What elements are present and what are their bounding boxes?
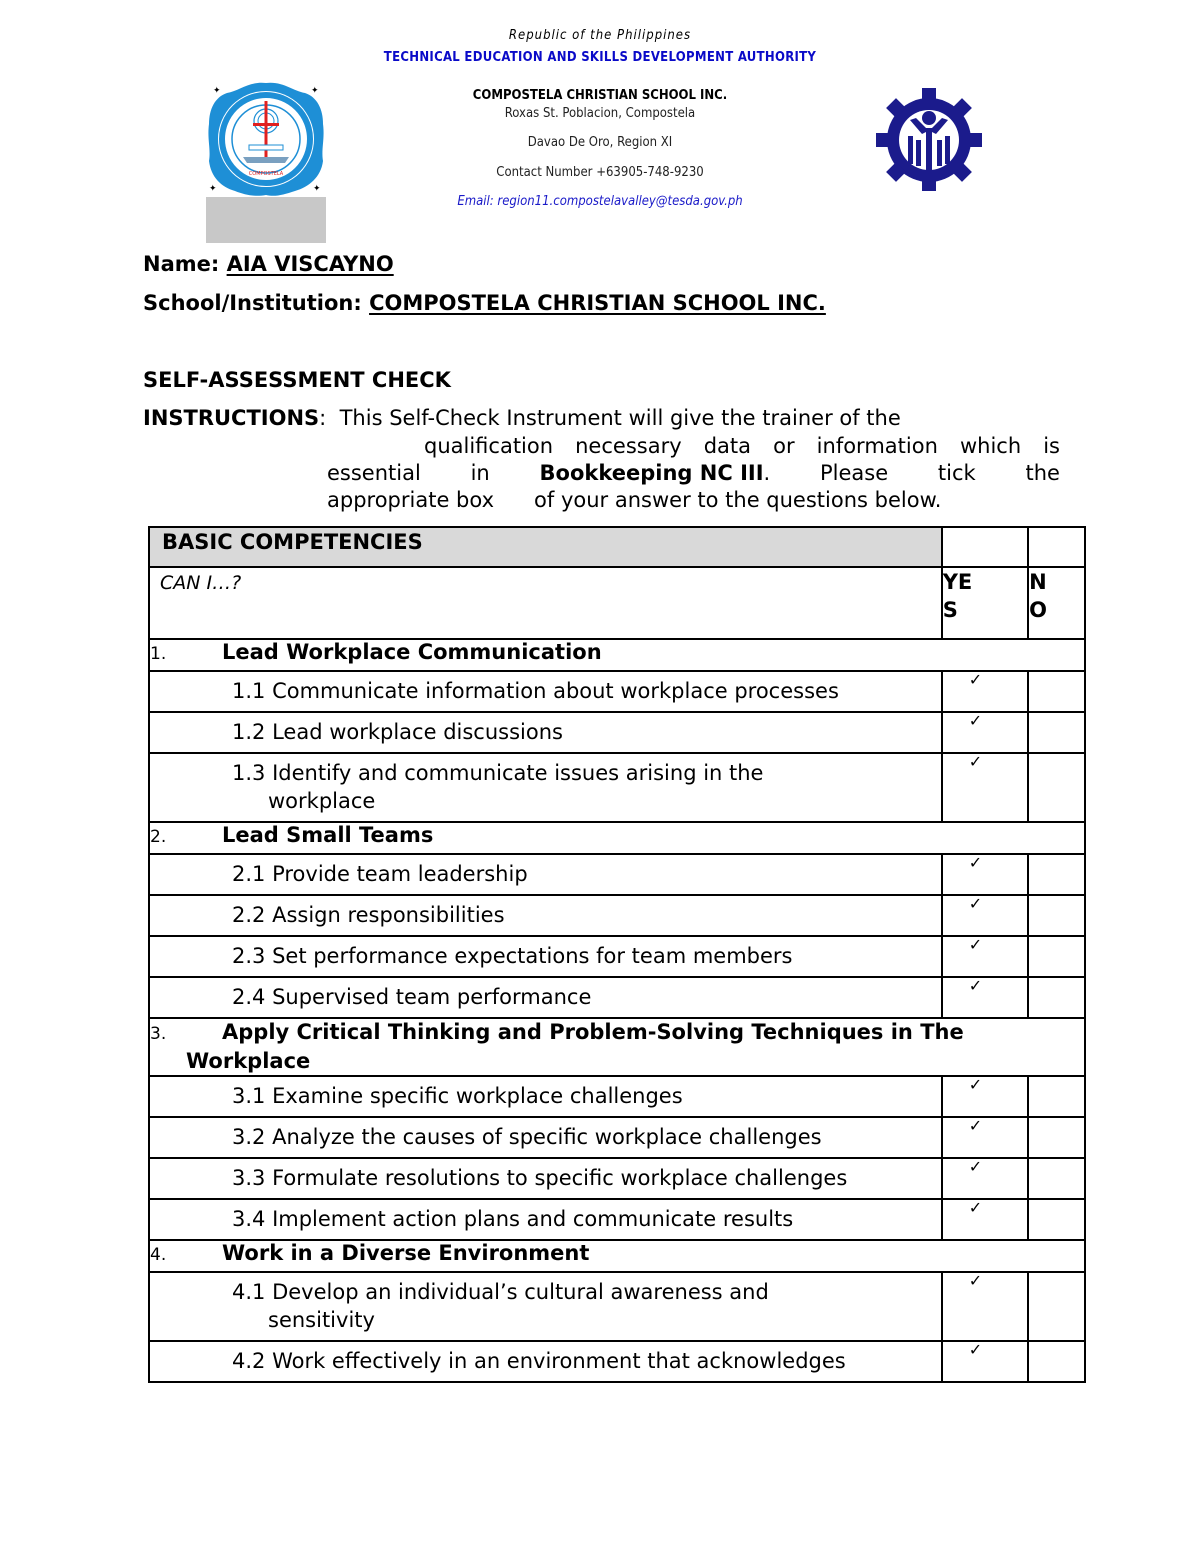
qualification-name: Bookkeeping NC III xyxy=(539,461,764,485)
yes-column-header: YE S xyxy=(942,567,1028,639)
table-row: 1.1 Communicate information about workplace processes ✓ xyxy=(149,671,1085,712)
yes-checkbox[interactable]: ✓ xyxy=(942,854,1028,895)
section-title: Lead Workplace Communication xyxy=(222,640,602,664)
no-checkbox[interactable] xyxy=(1028,1272,1085,1341)
svg-text:COMPOSTELA: COMPOSTELA xyxy=(248,171,284,177)
address-line-1: Roxas St. Poblacion, Compostela xyxy=(504,106,696,121)
no-checkbox[interactable] xyxy=(1028,1341,1085,1382)
contact-number: Contact Number +63905-748-9230 xyxy=(496,165,704,180)
section-row: 2. Lead Small Teams xyxy=(149,822,1085,854)
name-label: Name: xyxy=(143,252,220,276)
no-checkbox[interactable] xyxy=(1028,1158,1085,1199)
yes-checkbox[interactable]: ✓ xyxy=(942,1341,1028,1382)
no-checkbox[interactable] xyxy=(1028,1117,1085,1158)
no-checkbox[interactable] xyxy=(1028,1076,1085,1117)
no-checkbox[interactable] xyxy=(1028,712,1085,753)
column-header-row xyxy=(149,567,1085,639)
table-row: 2.4 Supervised team performance ✓ xyxy=(149,977,1085,1018)
school-label: School/Institution: xyxy=(143,291,362,315)
svg-text:✦: ✦ xyxy=(209,184,217,194)
no-checkbox[interactable] xyxy=(1028,854,1085,895)
no-checkbox[interactable] xyxy=(1028,1199,1085,1240)
table-header-row xyxy=(149,527,1085,567)
instructions-line-3: essential in Bookkeeping NC III. Please tick the xyxy=(327,461,1060,485)
instructions-line-1: INSTRUCTIONS: This Self-Check Instrument will give the trainer of the xyxy=(143,406,901,430)
yes-checkbox[interactable]: ✓ xyxy=(942,1076,1028,1117)
no-checkbox[interactable] xyxy=(1028,895,1085,936)
agency-name: TECHNICAL EDUCATION AND SKILLS DEVELOPMENT AUTHORITY xyxy=(383,50,817,65)
school-value: COMPOSTELA CHRISTIAN SCHOOL INC. xyxy=(369,291,826,315)
table-row: 2.3 Set performance expectations for team members ✓ xyxy=(149,936,1085,977)
yes-checkbox[interactable]: ✓ xyxy=(942,1272,1028,1341)
tesda-gear-icon xyxy=(876,88,982,191)
section-row: 4. Work in a Diverse Environment xyxy=(149,1240,1085,1272)
yes-checkbox[interactable]: ✓ xyxy=(942,895,1028,936)
section-row: 3. Apply Critical Thinking and Problem-Solving Techniques in The Workplace xyxy=(149,1018,1085,1076)
section-row: 1. Lead Workplace Communication xyxy=(149,639,1085,671)
table-row: 3.3 Formulate resolutions to specific workplace challenges ✓ xyxy=(149,1158,1085,1199)
no-checkbox[interactable] xyxy=(1028,753,1085,822)
page-title: SELF-ASSESSMENT CHECK xyxy=(143,368,451,392)
tesda-logo xyxy=(876,88,982,191)
yes-checkbox[interactable]: ✓ xyxy=(942,671,1028,712)
yes-checkbox[interactable]: ✓ xyxy=(942,936,1028,977)
table-row: 4.1 Develop an individual’s cultural awareness and sensitivity ✓ xyxy=(149,1272,1085,1341)
table-row: 3.4 Implement action plans and communicate results ✓ xyxy=(149,1199,1085,1240)
basic-competencies-header: BASIC COMPETENCIES xyxy=(149,527,942,567)
section-title: Apply Critical Thinking and Problem-Solving Techniques in The xyxy=(222,1020,964,1044)
no-checkbox[interactable] xyxy=(1028,936,1085,977)
section-title: Lead Small Teams xyxy=(222,823,434,847)
instructions-label: INSTRUCTIONS xyxy=(143,406,320,430)
no-column-header: N O xyxy=(1028,567,1085,639)
no-checkbox[interactable] xyxy=(1028,671,1085,712)
school-seal-logo xyxy=(205,79,327,244)
table-row: 3.2 Analyze the causes of specific workplace challenges ✓ xyxy=(149,1117,1085,1158)
instructions-line-4: appropriate box of your answer to the questions below. xyxy=(327,488,942,512)
name-value: AIA VISCAYNO xyxy=(226,252,394,276)
section-title: Work in a Diverse Environment xyxy=(222,1241,590,1265)
logo-placeholder-block xyxy=(206,197,326,243)
table-row: 2.1 Provide team leadership ✓ xyxy=(149,854,1085,895)
republic-label: Republic of the Philippines xyxy=(508,28,692,43)
svg-text:✦: ✦ xyxy=(313,184,321,194)
table-row: 1.3 Identify and communicate issues arising in the workplace ✓ xyxy=(149,753,1085,822)
no-checkbox[interactable] xyxy=(1028,977,1085,1018)
svg-text:✦: ✦ xyxy=(311,86,319,96)
school-seal-icon xyxy=(205,79,327,199)
yes-checkbox[interactable]: ✓ xyxy=(942,753,1028,822)
yes-checkbox[interactable]: ✓ xyxy=(942,977,1028,1018)
yes-checkbox[interactable]: ✓ xyxy=(942,1199,1028,1240)
school-name: COMPOSTELA CHRISTIAN SCHOOL INC. xyxy=(472,88,728,103)
name-field xyxy=(143,252,394,276)
svg-text:✦: ✦ xyxy=(213,86,221,96)
table-row: 2.2 Assign responsibilities ✓ xyxy=(149,895,1085,936)
yes-checkbox[interactable]: ✓ xyxy=(942,1158,1028,1199)
email-address: Email: region11.compostelavalley@tesda.gov.ph xyxy=(457,194,743,209)
table-row: 4.2 Work effectively in an environment that acknowledges ✓ xyxy=(149,1341,1085,1382)
self-assessment-table xyxy=(148,526,1086,1383)
table-row: 3.1 Examine specific workplace challenges ✓ xyxy=(149,1076,1085,1117)
address-line-2: Davao De Oro, Region XI xyxy=(527,135,673,150)
school-field xyxy=(143,291,826,315)
yes-checkbox[interactable]: ✓ xyxy=(942,712,1028,753)
can-i-label: CAN I…? xyxy=(149,567,942,639)
instructions-line-2: qualification necessary data or information which is xyxy=(424,434,1060,458)
table-row: 1.2 Lead workplace discussions ✓ xyxy=(149,712,1085,753)
yes-checkbox[interactable]: ✓ xyxy=(942,1117,1028,1158)
